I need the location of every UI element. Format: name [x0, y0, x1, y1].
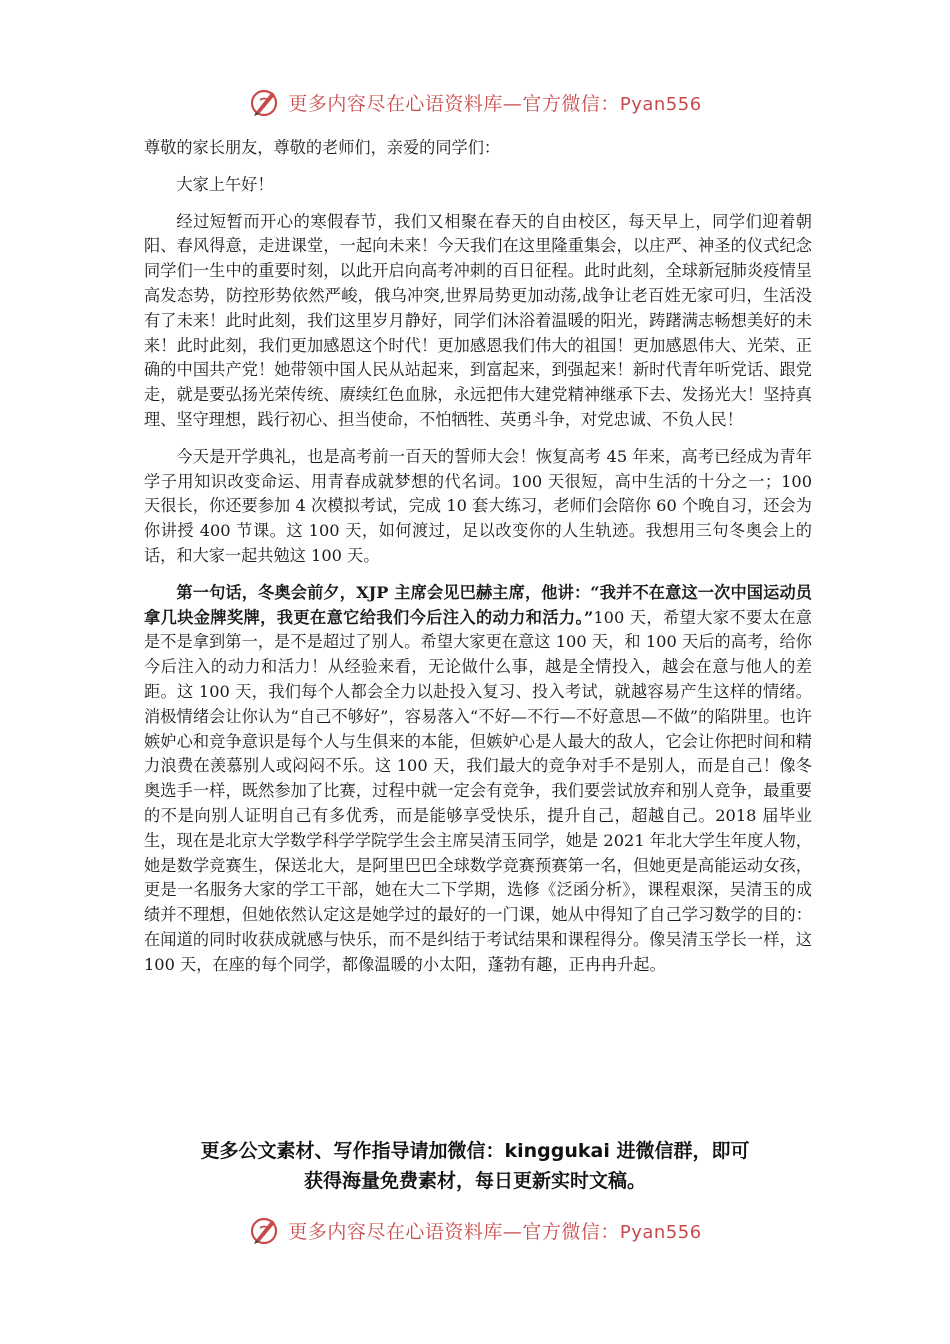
footer-banner-wechat-id: Pyan556	[619, 1221, 702, 1243]
paragraph-3-bold-quote: 第一句话，冬奥会前夕，XJP 主席会见巴赫主席，他讲：“我并不在意这一次中国运动员拿几块金牌奖牌，我更在意它给我们今后注入的动力和活力。”	[144, 582, 812, 627]
header-banner-wechat-id: Pyan556	[619, 93, 702, 115]
paragraph-1: 经过短暂而开心的寒假春节，我们又相聚在春天的自由校区，每天早上，同学们迎着朝阳、春风得意，走进课堂，一起向未来！今天我们在这里隆重集会，以庄严、神圣的仪式纪念同学们一生中的重要时刻，以此开启向高考冲刺的百日征程。此时此刻，全球新冠肺炎疫情呈高发态势，防控形势依然严峻，俄乌冲突,世界局势更加动荡,战争让老百姓无家可归，生活没有了未来！此时此刻，我们这里岁月静好，同学们沐浴着温暖的阳光，踌躇满志畅想美好的未来！此时此刻，我们更加感恩这个时代！更加感恩我们伟大的祖国！更加感恩伟大、光荣、正确的中国共产党！她带领中国人民从站起来，到富起来，到强起来！新时代青年听党话、跟党走，就是要弘扬光荣传统、赓续红色血脉，永远把伟大建党精神继承下去、发扬光大！坚持真理、坚守理想，践行初心、担当使命，不怕牺牲、英勇斗争，对党忠诚、不负人民！	[144, 211, 812, 429]
promo-line-1: 更多公文素材、写作指导请加微信：kinggukai 进微信群，即可	[200, 1140, 750, 1162]
paragraph-2: 今天是开学典礼，也是高考前一百天的誓师大会！恢复高考 45 年来，高考已经成为青年学子用知识改变命运、用青春成就梦想的代名词。100 天很短，高中生活的十分之一；100 天很长，你还要参加 4 次模拟考试，完成 10 套大练习，老师们会陪你 60 个晚自习，还会为你讲授 400 节课。这 100 天，如何渡过，足以改变你的人生轨迹。我想用三句冬奥会上的话，和大家一起共勉这 100 天。	[144, 446, 812, 565]
greeting: 大家上午好！	[176, 174, 274, 194]
paragraph-3	[144, 581, 812, 978]
footer-banner	[0, 1212, 950, 1248]
salutation: 尊敬的家长朋友，尊敬的老师们，亲爱的同学们：	[144, 138, 501, 157]
footer-banner-cn: 更多内容尽在心语资料库—官方微信：	[288, 1220, 620, 1243]
footer-banner-text	[288, 1217, 701, 1244]
paragraph-3-body: 100 天，希望大家不要太在意是不是拿到第一，是不是超过了别人。希望大家更在意这 100 天，和 100 天后的高考，给你今后注入的动力和活力！从经验来看，无论做什么事，越是全情投入，越会在意与他人的差距。这 100 天，我们每个人都会全力以赴投入复习、投入考试，就越容易产生这样的情绪。消极情绪会让你认为“自己不够好”，容易落入“不好—不行—不好意思—不做”的陷阱里。也许嫉妒心和竞争意识是每个人与生俱来的本能，但嫉妒心是人最大的敌人，它会让你把时间和精力浪费在羡慕别人或闷闷不乐。这 100 天，我们最大的竞争对手不是别人，而是自己！像冬奥选手一样，既然参加了比赛，过程中就一定会有竞争，我们要尝试放弃和别人竞争，最重要的不是向别人证明自己有多优秀，而是能够享受快乐，提升自己，超越自己。2018 届毕业生，现在是北京大学数学科学学院学生会主席吴清玉同学，她是 2021 年北大学生年度人物，她是数学竞赛生，保送北大，是阿里巴巴全球数学竞赛预赛第一名，但她更是高能运动女孩，更是一名服务大家的学工干部，她在大二下学期，选修《泛函分析》，课程艰深，吴清玉的成绩并不理想，但她依然认定这是她学过的最好的一门课，她从中得知了自己学习数学的目的：在闻道的同时收获成就感与快乐，而不是纠结于考试结果和课程得分。像吴清玉学长一样，这 100 天，在座的每个同学，都像温暖的小太阳，蓬勃有趣，正冉冉升起。	[144, 607, 812, 974]
header-banner-cn: 更多内容尽在心语资料库—官方微信：	[288, 92, 620, 115]
header-banner-text	[288, 89, 701, 116]
promo-line-2: 获得海量免费素材，每日更新实时文稿。	[303, 1170, 646, 1192]
document-body	[144, 136, 812, 990]
pen-logo-icon	[248, 86, 280, 118]
header-banner	[0, 84, 950, 120]
pen-logo-icon	[248, 1214, 280, 1246]
promo-notice	[120, 1136, 830, 1196]
